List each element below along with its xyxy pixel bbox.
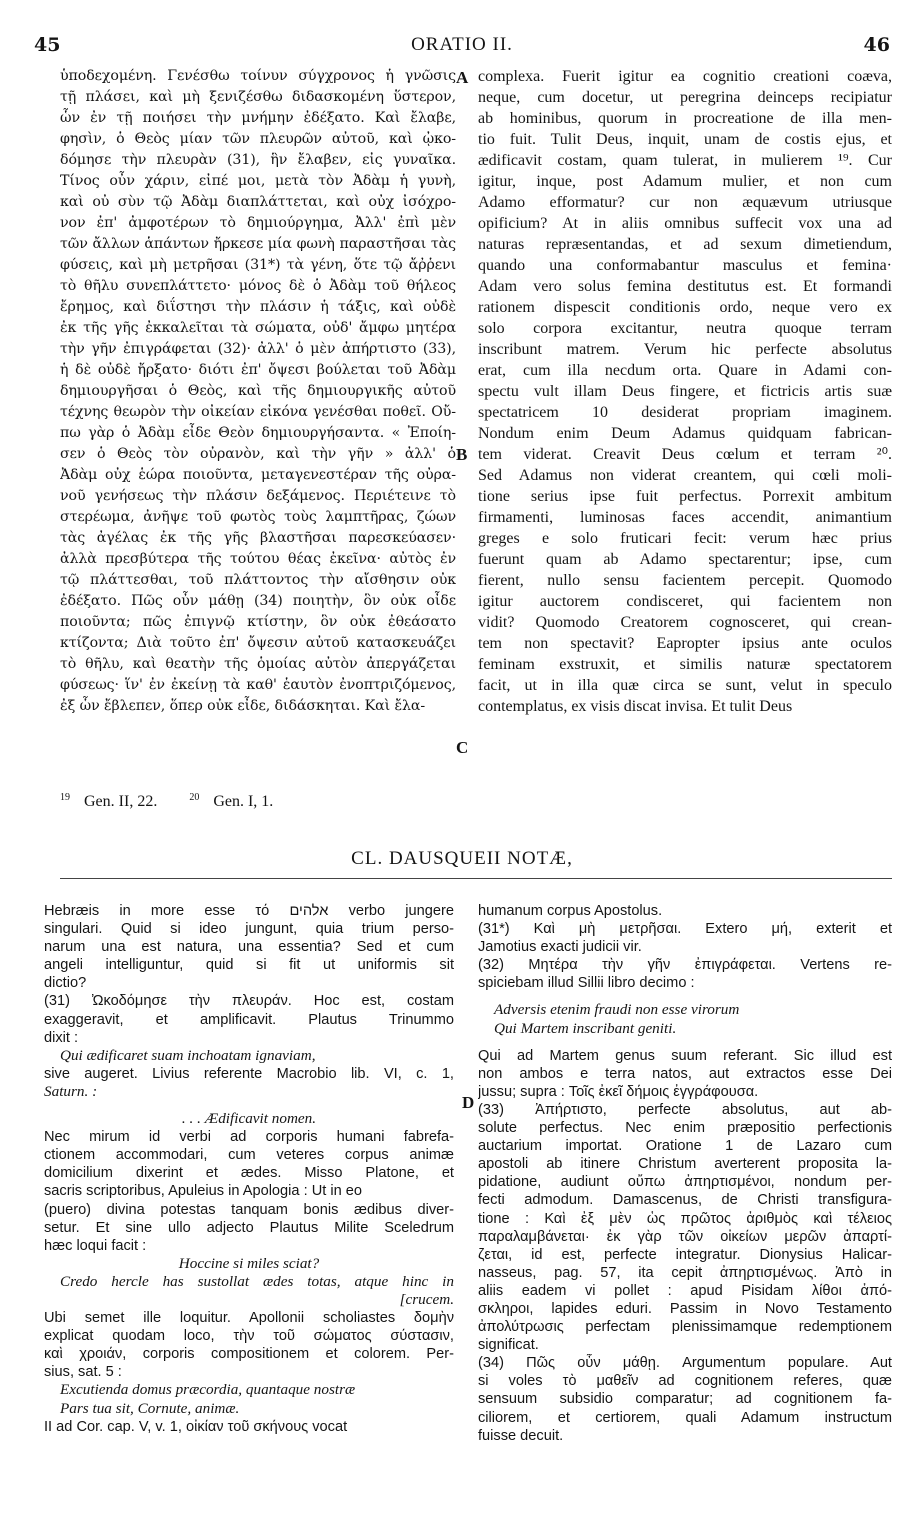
note-line: ἀπολύτρωσις perfectam plenissimamque redemptionem bbox=[478, 1319, 892, 1336]
latin-text-line: quando una conformabantur masculus et femina· bbox=[478, 257, 892, 274]
note-line: Excutienda domus præcordia, quantaque nostræ bbox=[60, 1381, 356, 1399]
note-line: ζεται, id est, perfecte integratur. Dionysius Halicar- bbox=[478, 1246, 892, 1263]
note-line bbox=[44, 1101, 454, 1110]
note-line: (31*) Καὶ μὴ μετρῆσαι. Extero μή, exterit et bbox=[478, 921, 892, 938]
note-line: solute perfectus. Nec enim præpositio perfectionis bbox=[478, 1120, 892, 1137]
latin-text-line: inscribunt matrem. Verum hic perfecte absolutus bbox=[478, 341, 892, 358]
note-line: sius, sat. 5 : bbox=[44, 1364, 122, 1381]
note-line: aliis eadem vi pollet : apud Pisidam λίθοι ἀπό- bbox=[478, 1282, 892, 1299]
latin-text-line: fuerunt quam ab Adamo spectarentur; ipse, cum bbox=[478, 551, 892, 568]
note-line: significat. bbox=[478, 1337, 539, 1354]
note-line: jussu; supra : Τοῖς ἐκεῖ δήμοις ἐγγράφουσα. bbox=[478, 1083, 759, 1100]
greek-text-line: Τίνος οὖν χάριν, εἰπέ μοι, μετὰ τὸν Ἀδὰμ ἡ γυνὴ, bbox=[60, 173, 456, 189]
note-line: ciliorem, et certiorem, quali Adamum instructum bbox=[478, 1409, 892, 1426]
footnote bbox=[189, 793, 287, 810]
note-line: ctionem accommodari, cum veteres corpus animæ bbox=[44, 1147, 454, 1164]
note-line: Hebræis in more esse τό אלהים verbo jungere bbox=[44, 903, 454, 919]
greek-text-line: τὸ θῆλυ συνεπλάττετο· μόνος δὲ ὁ Ἀδὰμ τοῦ θήλεος bbox=[60, 278, 456, 294]
note-line: . . . Ædificavit nomen. bbox=[181, 1110, 317, 1128]
greek-text-line: ὧν ἐν τῇ ποιήσει τὴν μνήμην ἐδέξατο. Καὶ ἔλαβε, bbox=[60, 110, 456, 126]
latin-text-line: feminam exstruxit, et similis naturæ spectatorem bbox=[478, 656, 892, 673]
note-line: sive augeret. Livius referente Macrobio lib. VI, c. 1, bbox=[44, 1065, 454, 1082]
latin-text-line: spectu vult illam Deus fingere, et fictricis artis suæ bbox=[478, 383, 892, 400]
latin-text-line: facit, ut in illa quæ circa se sunt, velut in speculo bbox=[478, 677, 892, 694]
footnote bbox=[60, 793, 171, 810]
greek-text-line: φύσεως· ἵν' ἐν ἐκείνῃ τὰ καθ' ἑαυτὸν ἐνοπτριζόμενος, bbox=[60, 677, 456, 693]
note-line: apostoli ab itinere Christum averterent proposita la- bbox=[478, 1156, 892, 1173]
note-line: pidatione, audiunt οὔπω ἀπηρτισμένοι, nondum per- bbox=[478, 1174, 892, 1191]
greek-text-line: Ἀδὰμ οὐχ ἑώρα ποιοῦντα, μεταγενεστέραν τῆς οὐρα- bbox=[60, 467, 456, 483]
note-line: Qui Martem inscribant geniti. bbox=[494, 1019, 677, 1037]
note-line: Qui ædificaret suam inchoatam ignaviam, bbox=[60, 1046, 316, 1064]
greek-text-line: ἐκ τῆς γῆς ἐκκαλεῖται τὰ σώματα, οὐδ' ἄμφω μητέρα bbox=[60, 320, 456, 336]
latin-text-line: erat, cum illa necdum orta. Quare in Adami con- bbox=[478, 362, 892, 379]
greek-text-column bbox=[60, 66, 456, 717]
greek-text-line: ἐδέξατο. Πῶς οὖν μάθῃ (34) ποιητὴν, ὃν οὐκ οἶδε bbox=[60, 593, 456, 609]
greek-text-line: δόμησε τὴν πλευρὰν (31), ἣν ἔλαβεν, εἰς γυναῖκα. bbox=[60, 152, 456, 168]
greek-text-line: δημιουργῆσαι ὁ Θεὸς, καὶ τῆς δημιουργικῆς αὐτοῦ bbox=[60, 383, 456, 399]
note-line: si voles τὸ μαθεῖν ad cognitionem referes, quæ bbox=[478, 1373, 892, 1390]
note-line: dictio? bbox=[44, 975, 87, 992]
note-line: Hoccine si miles sciat? bbox=[178, 1254, 320, 1272]
greek-text-line: τέχνης θεωρὸν τὴν οἰκείαν εἰκόνα γενέσθαι ποθεῖ. Οὔ- bbox=[60, 404, 456, 420]
note-line: setur. Et sine ullo adjecto Plautus Milite Sceledrum bbox=[44, 1219, 454, 1236]
note-line: humanum corpus Apostolus. bbox=[478, 903, 663, 919]
greek-text-line: ὑποδεχομένη. Γενέσθω τοίνυν σύγχρονος ἡ γνῶσις bbox=[60, 68, 456, 84]
greek-text-line: κτίζοντα; Διὰ τοῦτο ἐπ' ὄψεσιν αὐτοῦ κατασκευάζει bbox=[60, 635, 456, 651]
latin-text-line: tio fuit. Tulit Deus, inquit, unam de costis ejus, et bbox=[478, 131, 892, 148]
latin-text-column bbox=[478, 66, 892, 717]
latin-text-line: neque, cum docetur, ut peregrina deinceps recipiatur bbox=[478, 89, 892, 106]
note-line: (34) Πῶς οὖν μάθῃ. Argumentum populare. Aut bbox=[478, 1355, 892, 1372]
note-line: sacris scriptoribus, Apuleius in Apologia : Ut in eo bbox=[44, 1183, 362, 1200]
note-line: [crucem. bbox=[399, 1290, 454, 1308]
note-line: (31) Ὠκοδόμησε τὴν πλευράν. Hoc est, costam bbox=[44, 993, 454, 1010]
greek-text-line: τῇ πλάσει, καὶ μὴ ξενιζέσθω διδασκομένη ὕστερον, bbox=[60, 89, 456, 105]
greek-text-line: φησὶν, ὁ Θεὸς μίαν τῶν πλευρῶν αὐτοῦ, καὶ ᾠκο- bbox=[60, 131, 456, 147]
latin-text-line: vidit? Quomodo Creatorem cognosceret, qui crean- bbox=[478, 614, 892, 631]
note-line: (32) Μητέρα τὴν γῆν ἐπιγράφεται. Vertens re- bbox=[478, 957, 892, 974]
greek-text-line: ἐξ ὧν ἔβλεπεν, ὅπερ οὐκ εἶδε, διδάσκηται. Καὶ ἔλα- bbox=[60, 698, 426, 714]
latin-text-line: tione serius ipse fuit perfectus. Porrexit ambitum bbox=[478, 488, 892, 505]
note-line bbox=[478, 1038, 892, 1047]
note-line: tione : Καὶ ἐξ μὲν ὡς πρῶτος ἀριθμὸς καὶ τέλειος bbox=[478, 1210, 892, 1227]
note-line bbox=[478, 992, 892, 1001]
note-line: sensuum subsidio comparatur; ad cognitionem fa- bbox=[478, 1391, 892, 1408]
footnote-number: 19 bbox=[60, 792, 70, 803]
greek-text-line: τὴν γῆν ἐπιγράφεται (32)· ἀλλ' ὁ μὲν ἀπήρτιστο (33), bbox=[60, 341, 456, 357]
greek-text-line: νοῦ γενήσεως τὴν πλάσιν δεξάμενος. Περιέτεινε τὸ bbox=[60, 488, 456, 504]
note-line: (33) Ἀπήρτιστο, perfecte absolutus, aut ab- bbox=[478, 1101, 892, 1118]
latin-text-line: rationem dispescit conditionis ordo, neque vero ex bbox=[478, 299, 892, 316]
page-title: ORATIO II. bbox=[411, 34, 513, 55]
note-line: καὶ χροιάν, corporis compositionem et colorem. Per- bbox=[44, 1346, 454, 1363]
note-line: non ambos e terra natos, aut extractos esse Dei bbox=[478, 1065, 892, 1082]
note-line: hæc loqui facit : bbox=[44, 1237, 147, 1254]
latin-text-line: naturas repræsentandas, et ad sexum dimetiendum, bbox=[478, 236, 892, 253]
note-line: singulari. Quid si ideo jungunt, quia trium perso- bbox=[44, 921, 454, 938]
latin-text-line: Adamo efformatur? cur non æquævum utriusque bbox=[478, 194, 892, 211]
latin-text-line: tem non spectavit? Eapropter ipsius ante oculos bbox=[478, 635, 892, 652]
margin-marker-a: A bbox=[456, 68, 469, 87]
latin-text-line: ædificavit costam, quam tulerat, in mulierem ¹⁹. Cur bbox=[478, 152, 892, 169]
footnote-number: 20 bbox=[189, 792, 200, 803]
note-line: fuisse decuit. bbox=[478, 1427, 564, 1444]
greek-text-line: ἔρημος, καὶ διΐστησι τὴν πλάσιν ἡ τάξις, καὶ οὐδὲ bbox=[60, 299, 456, 315]
greek-text-line: σεν ὁ Θεὸς τὸν οὐρανὸν, καὶ τὴν γῆν » ἀλλ' ὁ bbox=[60, 446, 456, 462]
divider bbox=[60, 878, 892, 879]
note-line: angeli intelliguntur, quid si fit ut uniformis sit bbox=[44, 957, 454, 974]
note-line: Nec mirum id verbi ad corporis humani fabrefa- bbox=[44, 1129, 454, 1146]
greek-text-line: τὰς ἀγέλας ἐκ τῆς γῆς βλαστῆσαι παρεσκεύασεν· bbox=[60, 530, 456, 546]
greek-text-line: στερέωμα, ἀνῆψε τοῦ φωτὸς τοὺς λαμπτῆρας, ζώων bbox=[60, 509, 456, 525]
latin-text-line: complexa. Fuerit igitur ea cognitio creationi coæva, bbox=[478, 68, 892, 85]
margin-marker-b: B bbox=[456, 445, 468, 464]
note-line: Ubi semet ille loquitur. Apollonii scholiastes δομὴν bbox=[44, 1310, 454, 1327]
margin-marker-c: C bbox=[456, 738, 469, 757]
latin-text-line: igitur auctorem condisceret, qui facientem non bbox=[478, 593, 892, 610]
note-line: Adversis etenim fraudi non esse virorum bbox=[494, 1001, 740, 1019]
notes-right-column bbox=[478, 902, 892, 1445]
latin-text-line: fierent, nullo sensu facientem percepit. Quomodo bbox=[478, 572, 892, 589]
greek-text-line: ἡ δὲ οὐδὲ ἤρξατο· διότι ἐπ' ὄψεσι βούλεται τοῦ Ἀδὰμ bbox=[60, 362, 456, 378]
footnotes bbox=[60, 792, 301, 811]
note-line: (puero) divina potestas tanquam bonis ædibus diver- bbox=[44, 1201, 454, 1218]
latin-text-line: solo corpora excitantur, neutra quoque terram bbox=[478, 320, 892, 337]
latin-text-line: greges e solo fruticari fecit: verum hæc prius bbox=[478, 530, 892, 547]
notes-heading: CL. DAUSQUEII NOTÆ, bbox=[351, 848, 573, 869]
note-line: παραλαμβάνεται· ἐκ γὰρ τῶν οἰκείων μερῶν ἀπαρτί- bbox=[478, 1228, 892, 1245]
page-number-left: 45 bbox=[34, 34, 61, 56]
note-line: Qui ad Martem genus suum referant. Sic illud est bbox=[478, 1047, 892, 1064]
greek-text-line: καὶ οὐ σὺν τῷ Ἀδὰμ διαπλάττεται, καὶ οὐχ ἰσόχρο- bbox=[60, 194, 456, 210]
footnote-text: Gen. II, 22. bbox=[84, 793, 158, 811]
page-header bbox=[0, 34, 924, 66]
latin-text-line: tem viderat. Creavit Deus cœlum et terram ²⁰. bbox=[478, 446, 892, 463]
note-line: auctarium importat. Oratione 1 de Lazaro cum bbox=[478, 1138, 892, 1155]
note-line: dixit : bbox=[44, 1029, 79, 1046]
note-line: spiciebam illud Sillii libro decimo : bbox=[478, 975, 695, 992]
greek-text-line: τῶν ἄλλων ἁπάντων ἤρκεσε μία φωνὴ παραστῆσαι τὰς bbox=[60, 236, 456, 252]
note-line: Pars tua sit, Cornute, animæ. bbox=[60, 1399, 240, 1417]
latin-text-line: opificium? At in aliis omnibus suffecit vox una ad bbox=[478, 215, 892, 232]
footnote-text: Gen. I, 1. bbox=[213, 793, 274, 811]
greek-text-line: ἀλλὰ πρεσβύτερα τῆς τούτου θέας ἐκεῖνα· αὐτὸς ἐν bbox=[60, 551, 456, 567]
latin-text-line: contemplatus, ex visis discat invisa. Et tulit Deus bbox=[478, 698, 793, 715]
margin-marker-d: D bbox=[462, 1093, 475, 1112]
note-line: II ad Cor. cap. V, v. 1, οἰκίαν τοῦ σκήνους vocat bbox=[44, 1418, 348, 1435]
latin-text-line: Adam vero solus femina destitutus est. Et formandi bbox=[478, 278, 892, 295]
latin-text-line: spectatricem 10 desiderat propriam imaginem. bbox=[478, 404, 892, 421]
note-line: Credo hercle has sustollat ædes totas, atque hinc in bbox=[60, 1272, 454, 1290]
note-line: domicilium dixerint et ædes. Misso Platone, et bbox=[44, 1165, 454, 1182]
greek-text-line: νον ἐπ' ἀμφοτέρων τὸ δημιούργημα, Ἀλλ' ἐπὶ μὲν bbox=[60, 215, 456, 231]
note-line: fecti admodum. Damascenus, de Christi transfigura- bbox=[478, 1192, 892, 1209]
latin-text-line: Nondum enim Deum Adamus quidquam fabrican- bbox=[478, 425, 892, 442]
latin-text-line: firmamenti, luminosas faces accendit, animantium bbox=[478, 509, 892, 526]
latin-text-line: ab hominibus, quorum in procreatione de illa men- bbox=[478, 110, 892, 127]
page-number-right: 46 bbox=[863, 34, 890, 56]
greek-text-line: τῷ πλάττεσθαι, τοῦ πλάττοντος τὴν αἴσθησιν οὐκ bbox=[60, 572, 456, 588]
notes-left-column bbox=[44, 902, 454, 1436]
greek-text-line: πω γὰρ ὁ Ἀδὰμ εἶδε Θεὸν δημιουργήσαντα. « Ἐποίη- bbox=[60, 425, 456, 441]
greek-text-line: φύσεις, καὶ μὴ μετρῆσαι (31*) τὰ γένη, ὅτε τῷ ἄῤῥενι bbox=[60, 257, 456, 273]
note-line: exaggeravit, et amplificavit. Plautus Trinummo bbox=[44, 1011, 454, 1028]
latin-text-line: igitur, inque, post Adamum mulier, et non cum bbox=[478, 173, 892, 190]
note-line: explicat quodam loco, τὴν τοῦ σώματος σύστασιν, bbox=[44, 1328, 454, 1345]
greek-text-line: ποιοῦντα; πῶς ἐπιγνῷ κτίστην, ὃν οὐκ ἐθεάσατο bbox=[60, 614, 456, 630]
note-line: Jamotius exacti judicii vir. bbox=[478, 939, 642, 956]
note-line: Saturn. : bbox=[44, 1082, 98, 1100]
note-line: nasseus, pag. 57, ita cepit ἀπηρτισμένως. Ἀπὸ in bbox=[478, 1264, 892, 1281]
latin-text-line: Sed Adamus non viderat creantem, qui cœli moli- bbox=[478, 467, 892, 484]
note-line: narum una est natura, una essentia? Sed et cum bbox=[44, 939, 454, 956]
note-line: σκληροι, lapides eduri. Passim in Novo Testamento bbox=[478, 1300, 892, 1317]
greek-text-line: τὸ θῆλυ, καὶ θεατὴν τῆς ὁμοίας αὐτὸν ἀπεργάζεται bbox=[60, 656, 456, 672]
